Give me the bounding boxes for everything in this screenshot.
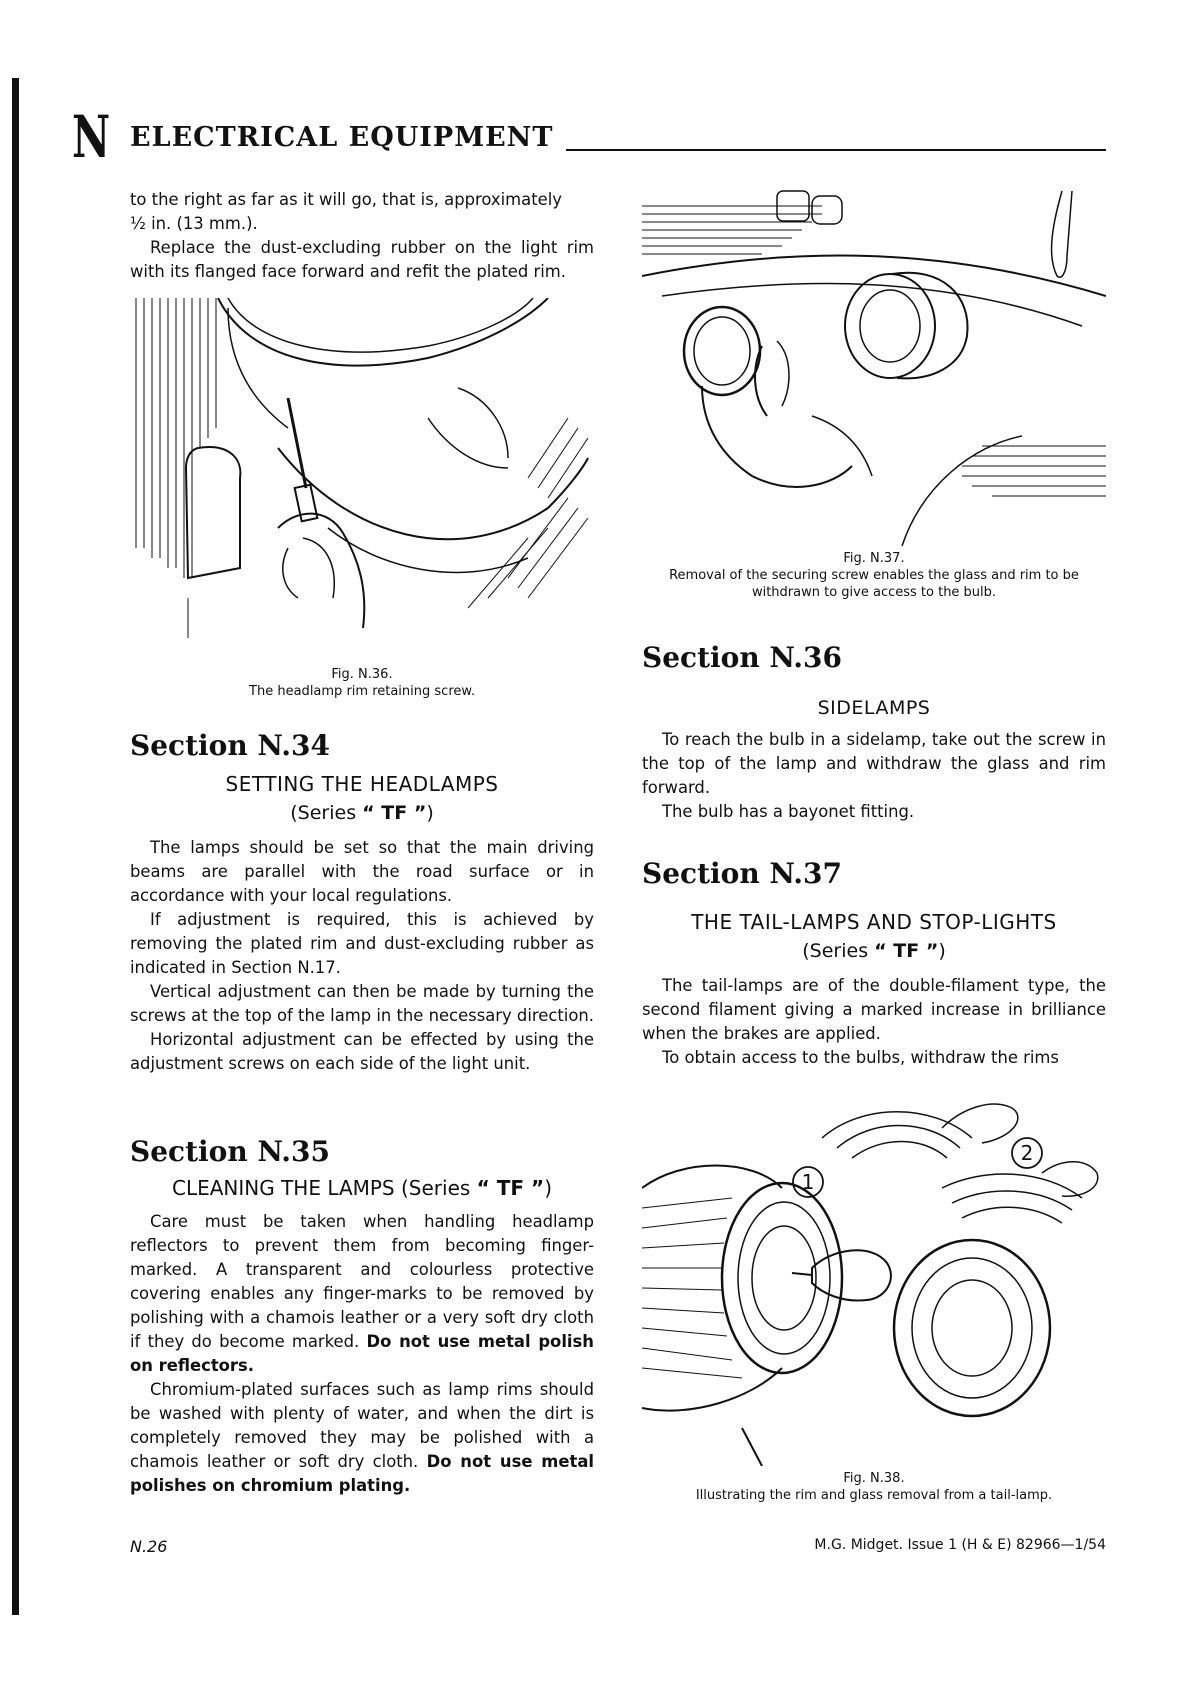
margin-rule — [12, 78, 19, 1615]
intro-paragraph: Replace the dust-excluding rubber on the light rim with its flanged face forward and refit the plated rim. — [130, 238, 594, 281]
section-subtitle: SIDELAMPS — [817, 697, 931, 719]
figure-caption-text: The headlamp rim retaining screw. — [249, 684, 475, 699]
series-designation: (Series “ TF ”) — [290, 802, 434, 824]
section-body-n35 — [130, 1210, 594, 1498]
tail-lamp-illustration — [642, 1078, 1106, 1466]
callout-1: 1 — [801, 1170, 815, 1194]
figure-caption-n38 — [642, 1470, 1106, 1504]
figure-label: Fig. N.38. — [843, 1471, 905, 1486]
section-body-n36 — [642, 728, 1106, 824]
chapter-letter: N — [72, 103, 111, 171]
section-title-n34: Section N.34 — [130, 729, 330, 762]
section-subtitle: SETTING THE HEADLAMPS — [225, 772, 499, 796]
paragraph: Horizontal adjustment can be effected by using the adjustment screws on each side of the light unit. — [130, 1030, 594, 1073]
section-body-n34 — [130, 836, 594, 1076]
paragraph: To reach the bulb in a sidelamp, take out the screw in the top of the lamp and withdraw the glass and rim forward. — [642, 730, 1106, 797]
section-title-n35: Section N.35 — [130, 1135, 330, 1168]
paragraph: To obtain access to the bulbs, withdraw the rims — [662, 1048, 1059, 1067]
paragraph: Care must be taken when handling headlamp reflectors to prevent them from becoming finger-marked. A transparent and colourless protective covering enables any finger-marks to be removed by polishing with a chamois leather or a very soft dry cloth if they do become marked. Do not use metal polish on reflectors. — [130, 1212, 594, 1375]
section-title-n36: Section N.36 — [642, 641, 842, 674]
paragraph: Chromium-plated surfaces such as lamp rims should be washed with plenty of water, and when the dirt is completely removed they may be polished with a chamois leather or soft dry cloth. Do not use metal polishes on chromium plating. — [130, 1380, 594, 1495]
paragraph: Vertical adjustment can then be made by turning the screws at the top of the lamp in the necessary direction. — [130, 982, 594, 1025]
headlamp-rim-illustration — [128, 298, 594, 658]
section-subtitle: THE TAIL-LAMPS AND STOP-LIGHTS — [691, 910, 1057, 934]
warning-text: Do not use metal polishes on chromium plating. — [130, 1452, 594, 1495]
section-subtitle: CLEANING THE LAMPS (Series “ TF ”) — [171, 1176, 552, 1200]
callout-2: 2 — [1020, 1141, 1034, 1165]
figure-caption-n37 — [642, 550, 1106, 601]
publication-reference: M.G. Midget. Issue 1 (H & E) 82966—1/54 — [814, 1537, 1106, 1553]
figure-caption-text: Illustrating the rim and glass removal from a tail-lamp. — [695, 1488, 1053, 1503]
paragraph: The lamps should be set so that the main driving beams are parallel with the road surface or in accordance with your local regulations. — [130, 838, 594, 905]
sidelamp-illustration — [642, 186, 1106, 548]
intro-line: ½ in. (13 mm.). — [130, 214, 258, 233]
page-number: N.26 — [130, 1537, 168, 1556]
chapter-title: ELECTRICAL EQUIPMENT — [130, 122, 554, 153]
section-body-n37 — [642, 974, 1106, 1070]
header-rule — [566, 149, 1106, 151]
series-designation: (Series “ TF ”) — [802, 940, 946, 962]
intro-text — [130, 188, 594, 284]
paragraph: If adjustment is required, this is achieved by removing the plated rim and dust-excluding rubber as indicated in Section N.17. — [130, 910, 594, 977]
figure-caption-text: Removal of the securing screw enables the glass and rim to be withdrawn to give access to the bulb. — [669, 568, 1079, 600]
section-title-n37: Section N.37 — [642, 857, 842, 890]
warning-text: Do not use metal polish on reflectors. — [130, 1332, 594, 1375]
figure-caption-n36 — [130, 666, 594, 700]
paragraph: The bulb has a bayonet fitting. — [662, 802, 915, 821]
intro-line: to the right as far as it will go, that is, approximately — [130, 190, 562, 209]
paragraph: The tail-lamps are of the double-filament type, the second filament giving a marked increase in brilliance when the brakes are applied. — [642, 976, 1106, 1043]
figure-label: Fig. N.37. — [843, 551, 905, 566]
figure-label: Fig. N.36. — [331, 667, 393, 682]
